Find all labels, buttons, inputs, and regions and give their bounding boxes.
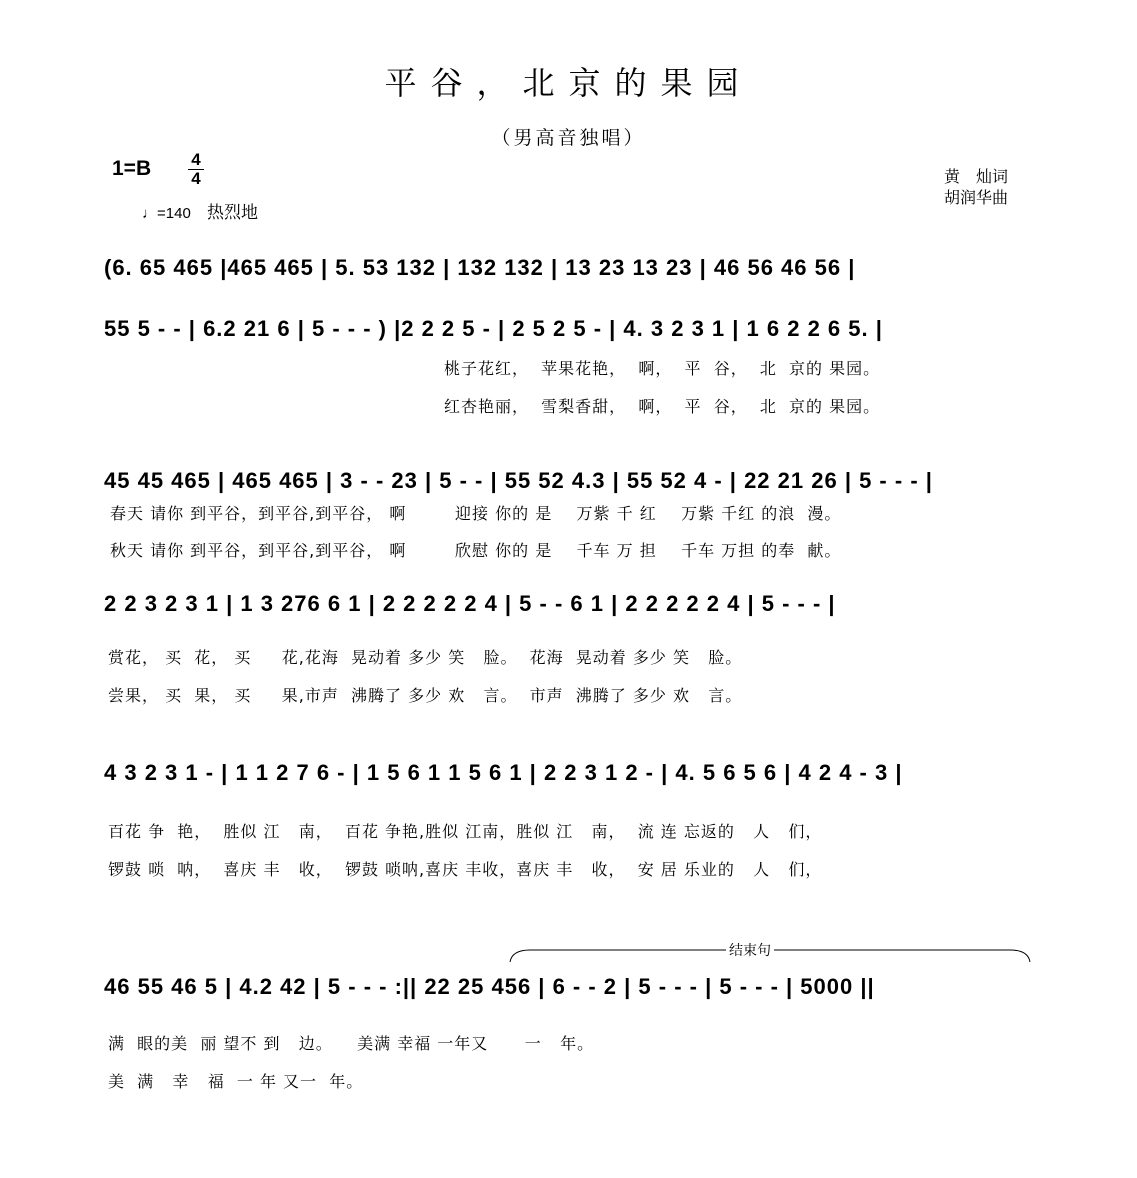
notation-row: 2 2 3 2 3 1 | 1 3 276 6 1 | 2 2 2 2 2 4 | 5 - - 6 1 | 2 2 2 2 2 4 | 5 - - - | — [104, 591, 836, 616]
lyric-line: 春天 请你 到平谷，到平谷,到平谷， 啊 迎接 你的 是 万紫 千 红 万紫 千红 的浪 漫。 — [110, 504, 842, 523]
song-subtitle: （男高音独唱） — [491, 127, 646, 149]
tempo-expression: 热烈地 — [206, 203, 258, 222]
lyric-line: 赏花， 买 花， 买 花,花海 晃动着 多少 笑 脸。 花海 晃动着 多少 笑 脸。 — [108, 648, 743, 667]
lyric-line: 红杏艳丽， 雪梨香甜， 啊， 平 谷， 北 京的 果园。 — [444, 397, 881, 416]
notation-row: 45 45 465 | 465 465 | 3 - - 23 | 5 - - | 55 52 4.3 | 55 52 4 - | 22 21 26 | 5 - - - | — [104, 468, 933, 493]
lyric-line: 百花 争 艳， 胜似 江 南， 百花 争艳,胜似 江南，胜似 江 南， 流 连 忘返的 人 们， — [108, 822, 823, 841]
key-signature: 1=B — [112, 157, 152, 180]
tempo-value: ♩=140 — [142, 205, 191, 222]
ending-label: 结束句 — [726, 940, 774, 960]
composer: 胡润华曲 — [944, 188, 1009, 207]
time-signature-bottom: 4 — [191, 169, 201, 188]
lyric-line: 锣鼓 唢 呐， 喜庆 丰 收， 锣鼓 唢呐,喜庆 丰收，喜庆 丰 收， 安 居 乐业的 人 们， — [108, 860, 823, 879]
lyricist: 黄 灿词 — [944, 167, 1009, 186]
lyric-line: 秋天 请你 到平谷，到平谷,到平谷， 啊 欣慰 你的 是 千车 万 担 千车 万担 的奉 献。 — [110, 541, 842, 560]
song-title: 平谷，北京的果园 — [384, 64, 753, 102]
notation-row: 46 55 46 5 | 4.2 42 | 5 - - - :|| 22 25 456 | 6 - - 2 | 5 - - - | 5 - - - | 5000 || — [104, 974, 875, 999]
lyric-line: 尝果， 买 果， 买 果,市声 沸腾了 多少 欢 言。 市声 沸腾了 多少 欢 言。 — [108, 686, 743, 705]
lyric-line: 满 眼的美 丽 望不 到 边。 美满 幸福 一年又 一 年。 — [108, 1034, 595, 1053]
time-signature-top: 4 — [191, 150, 201, 169]
lyric-line: 美 满 幸 福 一 年 又一 年。 — [108, 1072, 364, 1091]
lyric-line: 桃子花红， 苹果花艳， 啊， 平 谷， 北 京的 果园。 — [444, 359, 881, 378]
notation-row: (6. 65 465 |465 465 | 5. 53 132 | 132 132 | 13 23 13 23 | 46 56 46 56 | — [104, 255, 856, 280]
notation-row: 55 5 - - | 6.2 21 6 | 5 - - - ) |2 2 2 5 - | 2 5 2 5 - | 4. 3 2 3 1 | 1 6 2 2 6 5. | — [104, 316, 883, 341]
notation-row: 4 3 2 3 1 - | 1 1 2 7 6 - | 1 5 6 1 1 5 6 1 | 2 2 3 1 2 - | 4. 5 6 5 6 | 4 2 4 - 3 | — [104, 760, 903, 785]
